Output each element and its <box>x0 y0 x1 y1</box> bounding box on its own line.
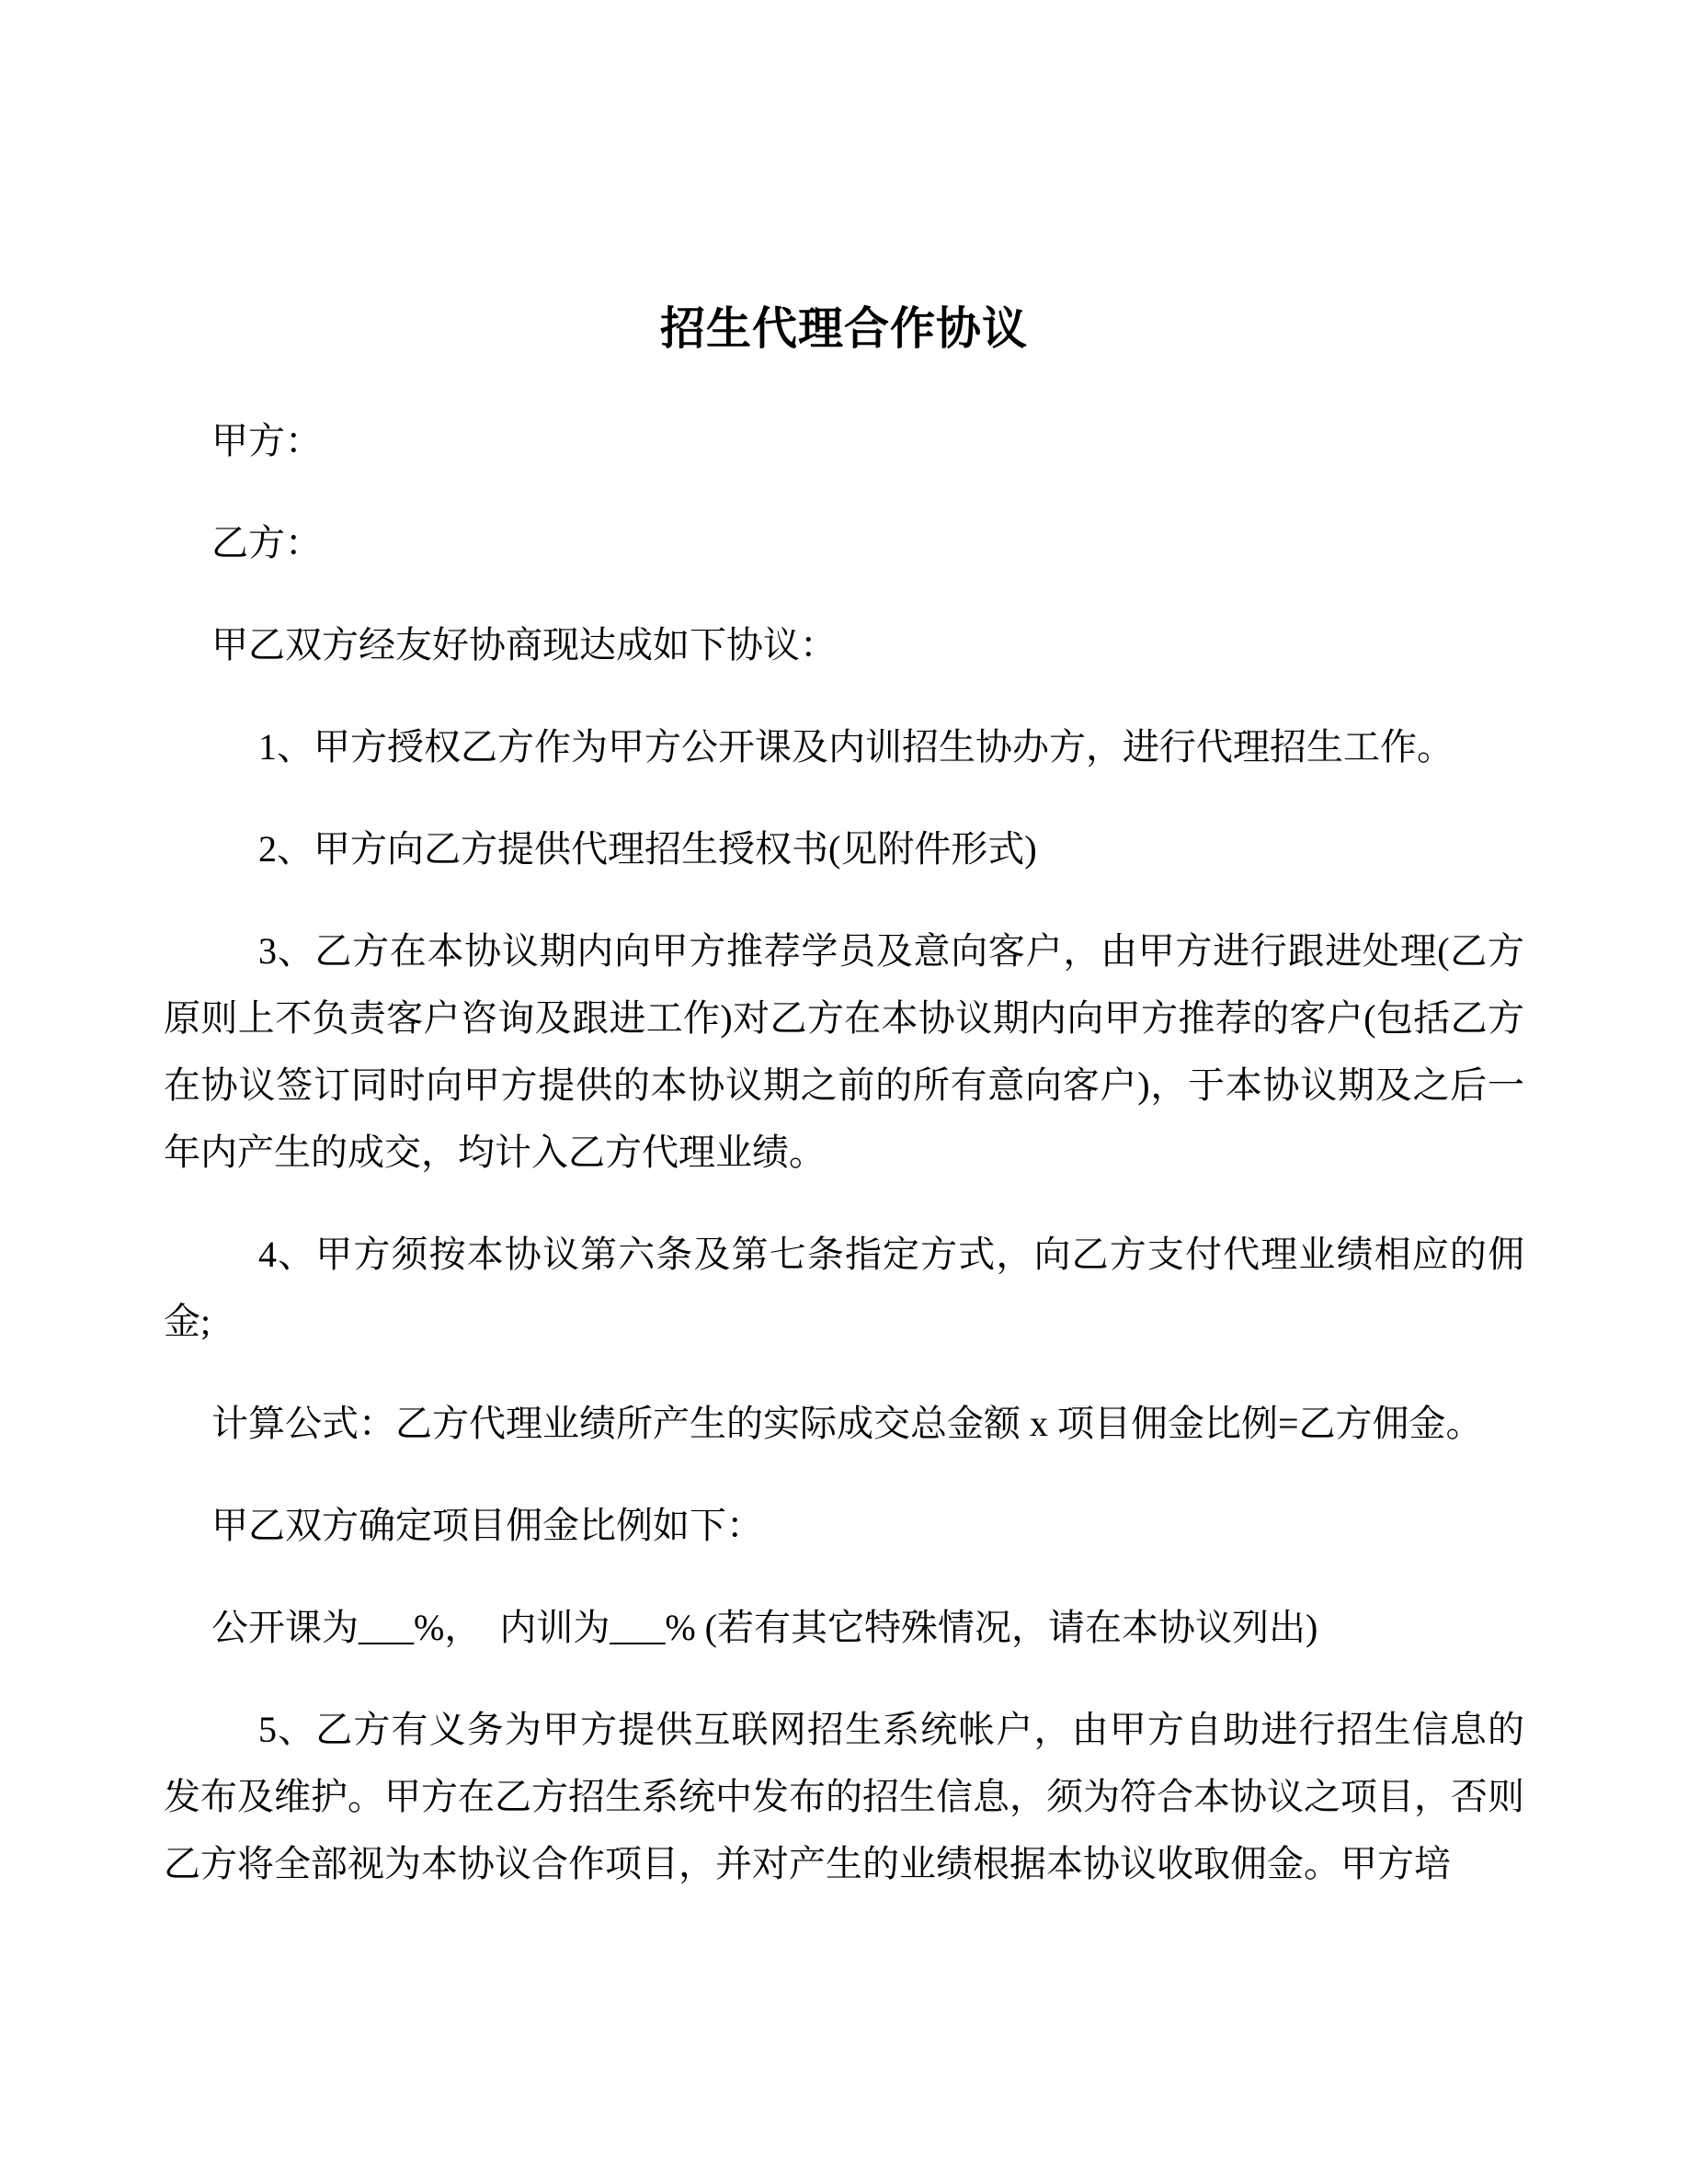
clause-4: 4、甲方须按本协议第六条及第七条指定方式，向乙方支付代理业绩相应的佣金; <box>164 1234 1524 1342</box>
clause-5-truncated: 5、乙方有义务为甲方提供互联网招生系统帐户，由甲方自助进行招生信息的发布及维护。甲方在乙方招生系统中发布的招生信息，须为符合本协议之项目，否则乙方将全部视为本协议合作项目，并对产生的业绩根据本协议收取佣金。甲方培 <box>164 1709 1524 1884</box>
paragraph-commission-rates-blanks: 公开课为___%， 内训为___% (若有其它特殊情况，请在本协议列出) <box>211 1607 1318 1648</box>
document-title: 招生代理合作协议 <box>659 303 1028 354</box>
paragraph-party-a: 甲方： <box>211 420 322 461</box>
paragraph-commission-ratio-intro: 甲乙双方确定项目佣金比例如下： <box>211 1505 763 1546</box>
paragraph-party-b: 乙方： <box>211 522 322 563</box>
clause-2: 2、甲方向乙方提供代理招生授权书(见附件形式) <box>258 828 1037 870</box>
clause-1: 1、甲方授权乙方作为甲方公开课及内训招生协办方，进行代理招生工作。 <box>258 726 1454 768</box>
clause-3: 3、乙方在本协议期内向甲方推荐学员及意向客户，由甲方进行跟进处理(乙方原则上不负责客户咨询及跟进工作)对乙方在本协议期内向甲方推荐的客户(包括乙方在协议签订同时向甲方提供的本协议期之前的所有意向客户)，于本协议期及之后一年内产生的成交，均计入乙方代理业绩。 <box>164 930 1524 1173</box>
paragraph-commission-formula: 计算公式：乙方代理业绩所产生的实际成交总金额 x 项目佣金比例=乙方佣金。 <box>211 1403 1483 1444</box>
paragraph-preamble: 甲乙双方经友好协商现达成如下协议： <box>211 624 837 665</box>
